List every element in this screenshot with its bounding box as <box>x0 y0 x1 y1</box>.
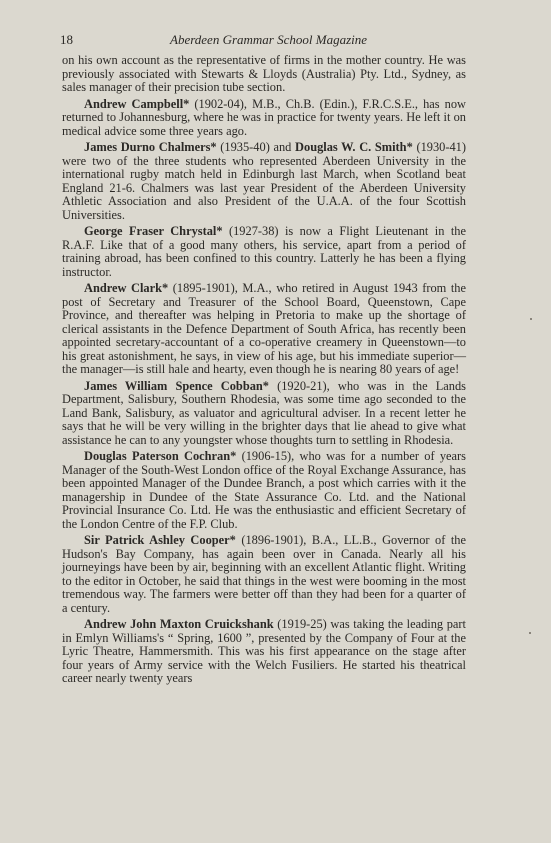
paragraph-text: (1902-04), M.B., Ch.B. (Edin.), F.R.C.S.E., has now returned to Johannesburg, where he was in practice for twenty years. He left it on medical advice some three years ago. <box>62 96 466 138</box>
person-name: Sir Patrick Ashley Cooper* <box>84 533 236 547</box>
person-name: James William Spence Cobban* <box>84 378 269 393</box>
paragraph-text: (1920-21), who was in the Lands Department, Salisbury, Southern Rhodesia, was some time ago seconded to the Land Bank, Salisbury, as valuator and agricultural adviser. In a recent letter he says that he will be very willing in the brighter days that lie ahead to give what assistance he can to any youngster whose thoughts turn to settling in Rhodesia. <box>62 378 467 447</box>
person-name: Andrew John Maxton Cruickshank <box>84 617 274 631</box>
article-body <box>62 54 466 689</box>
paragraph-text: (1895-1901), M.A., who retired in August 1943 from the post of Secretary and Treasurer of the School Board, Queenstown, Cape Province, and thereafter was helping in Pretoria to make up the shortage of clerical assistants in the Defence Department of South Africa, has recently been appointed secretary-accountant of a co-operative creamery in Queenstown—to his great astonishment, he says, in view of his age, but his immediate superior—the manager—is still hale and hearty, even though he is nearing 80 years of age! <box>62 281 466 376</box>
entry-cooper <box>62 534 466 615</box>
entry-chalmers-smith <box>62 141 466 222</box>
entry-clark <box>62 282 466 377</box>
running-head <box>60 32 500 50</box>
journal-title: Aberdeen Grammar School Magazine <box>170 32 368 47</box>
paper-speck <box>530 318 532 320</box>
person-name: Andrew Campbell* <box>84 96 190 111</box>
paper-speck <box>529 632 531 634</box>
entry-campbell <box>62 98 466 139</box>
entry-cruickshank <box>62 618 466 686</box>
paragraph-text: (1896-1901), B.A., LL.B., Governor of the Hudson's Bay Company, has again been over in Canada. Nearly all his journeyings have been by air, beginning with an excellent Atlantic flight. Writing to the editor in October, he said that things in the west were booming in the most tremendous way. The farmers were better off than they had been for a quarter of a century. <box>62 533 466 615</box>
person-name: James Durno Chalmers* <box>84 140 217 154</box>
person-name: George Fraser Chrystal* <box>84 224 223 238</box>
person-name: Douglas Paterson Cochran* <box>84 449 237 463</box>
entry-cobban <box>62 380 466 448</box>
paragraph-text: on his own account as the representative of firms in the mother country. He was previously associated with Stewarts & Lloyds (Australia) Pty. Ltd., Sydney, as sales manager of their precision tube section. <box>62 53 466 94</box>
paragraph-text: (1935-40) and <box>216 140 296 154</box>
paragraph-text: (1930-41) were two of the three students who represented Aberdeen University in the international rugby match held in Edinburgh last March, when Scotland beat England 21-6. Chalmers was last year President of the Aberdeen University Athletic Association and also President of the U.A.A. of the four Scottish Universities. <box>62 140 466 222</box>
paragraph-text: (1906-15), who was for a number of years Manager of the South-West London office of the Royal Exchange Assurance, has been appointed Manager of the Dundee Branch, a post which carries with it the managership in Dundee of the State Assurance Co. Ltd. and the National Provincial Insurance Co. Ltd. He was the enthusiastic and efficient Secretary of the London Centre of the F.P. Club. <box>62 449 466 531</box>
person-name: Andrew Clark* <box>84 281 169 295</box>
page-number: 18 <box>60 32 73 47</box>
entry-chrystal <box>62 225 466 279</box>
paragraph-text: (1927-38) is now a Flight Lieutenant in the R.A.F. Like that of a good many others, his service, apart from a period of training abroad, has been confined to this country. Latterly he has been a flying instructor. <box>62 224 466 279</box>
entry-cochran <box>62 450 466 531</box>
person-name: Douglas W. C. Smith* <box>295 140 413 154</box>
paragraph-text: (1919-25) was taking the leading part in Emlyn Williams's “ Spring, 1600 ”, presented by the Company of Four at the Lyric Theatre, Hammersmith. This was his first appearance on the stage after four years of Army service with the Welch Fusiliers. He started his theatrical career nearly twenty years <box>62 617 466 685</box>
paragraph-continued <box>62 54 466 95</box>
